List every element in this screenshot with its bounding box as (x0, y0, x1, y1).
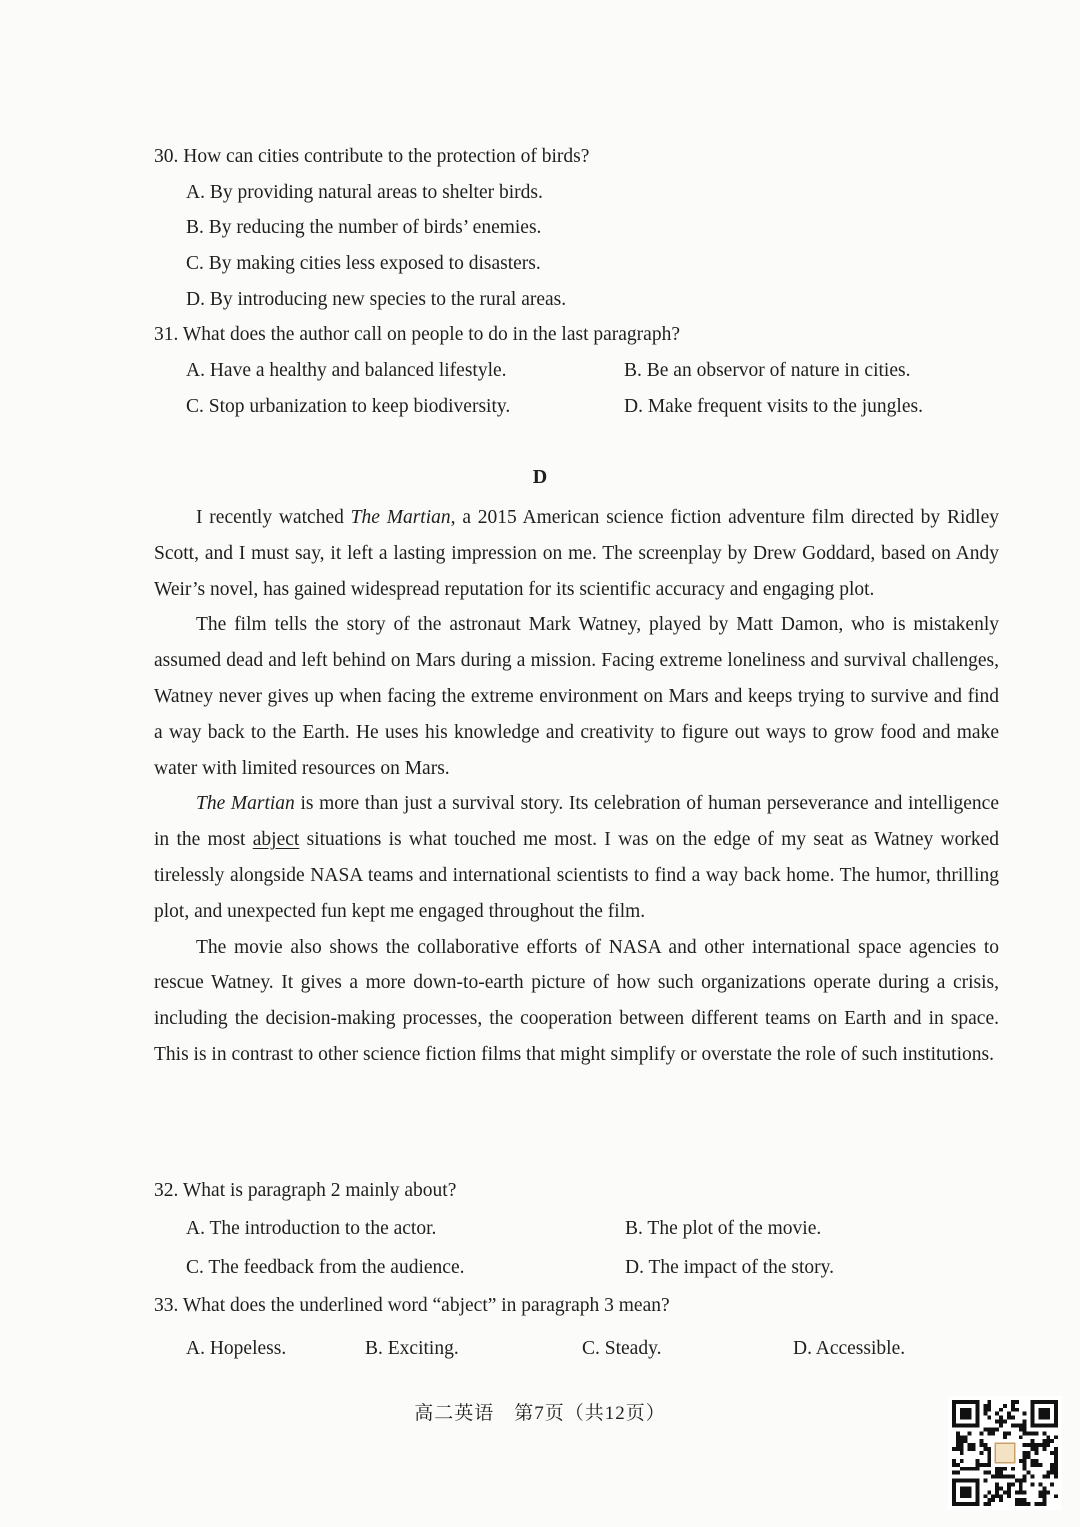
q31-stem: 31. What does the author call on people to do in the last paragraph? (154, 324, 680, 345)
q32-option-a: A. The introduction to the actor. (186, 1218, 437, 1239)
q31-option-a: A. Have a healthy and balanced lifestyle. (186, 360, 507, 381)
qr-code-icon (948, 1396, 1062, 1510)
q31-option-c: C. Stop urbanization to keep biodiversity. (186, 396, 511, 417)
section-heading: D (532, 466, 548, 488)
q33-stem: 33. What does the underlined word “abject” in paragraph 3 mean? (154, 1295, 670, 1316)
paragraph-2: The film tells the story of the astronaut Mark Watney, played by Matt Damon, who is mistakenly assumed dead and left behind on Mars during a mission. Facing extreme loneliness and survival challenges, Watney never gives up when facing the extreme environment on Mars and keeps trying to survive and find a way back to the Earth. He uses his knowledge and creativity to figure out ways to grow food and make water with limited resources on Mars. (154, 614, 999, 779)
q30-stem: 30. How can cities contribute to the protection of birds? (154, 146, 590, 167)
page-footer: 高二英语 第7页（共12页） (414, 1403, 666, 1424)
q32-option-b: B. The plot of the movie. (625, 1218, 822, 1239)
q33-option-b: B. Exciting. (365, 1338, 459, 1359)
q30-option-b: B. By reducing the number of birds’ enemies. (186, 217, 542, 238)
q31-option-b: B. Be an observor of nature in cities. (624, 360, 911, 381)
reading-passage (154, 500, 999, 1073)
q32-option-d: D. The impact of the story. (625, 1257, 835, 1278)
underlined-word: abject (252, 829, 300, 851)
q32-option-c: C. The feedback from the audience. (186, 1257, 465, 1278)
q33-option-d: D. Accessible. (793, 1338, 906, 1359)
p1-text-a: I recently watched (196, 507, 351, 528)
p1-text-b: , a 2015 American science fiction adventure film directed by Ridley Scott, and I must say, it left a lasting impression on me. The screenplay by Drew Goddard, based on Andy Weir’s novel, has gained widespread reputation for its scientific accuracy and engaging plot. (154, 507, 999, 600)
p3-text-a: is more than just a survival story. Its celebration of human perseverance and intelligence in the most (154, 793, 999, 851)
q30-option-d: D. By introducing new species to the rural areas. (186, 289, 567, 310)
q32-stem: 32. What is paragraph 2 mainly about? (154, 1180, 457, 1201)
p1-film-title: The Martian (350, 507, 451, 528)
q33-option-c: C. Steady. (582, 1338, 662, 1359)
p3-text-b: situations is what touched me most. I was on the edge of my seat as Watney worked tirelessly alongside NASA teams and international scientists to find a way back home. The humor, thrilling plot, and unexpected fun kept me engaged throughout the film. (154, 829, 999, 922)
q30-option-c: C. By making cities less exposed to disasters. (186, 253, 541, 274)
q31-option-d: D. Make frequent visits to the jungles. (624, 396, 923, 417)
paragraph-3 (154, 786, 999, 929)
p3-film-title: The Martian (196, 793, 295, 815)
q33-option-a: A. Hopeless. (186, 1338, 287, 1359)
paragraph-1 (154, 500, 999, 607)
paragraph-4: The movie also shows the collaborative efforts of NASA and other international space agencies to rescue Watney. It gives a more down-to-earth picture of how such organizations operate during a crisis, including the decision-making processes, the cooperation between different teams on Earth and in space. This is in contrast to other science fiction films that might simplify or overstate the role of such institutions. (154, 936, 999, 1065)
q30-option-a: A. By providing natural areas to shelter birds. (186, 182, 543, 203)
